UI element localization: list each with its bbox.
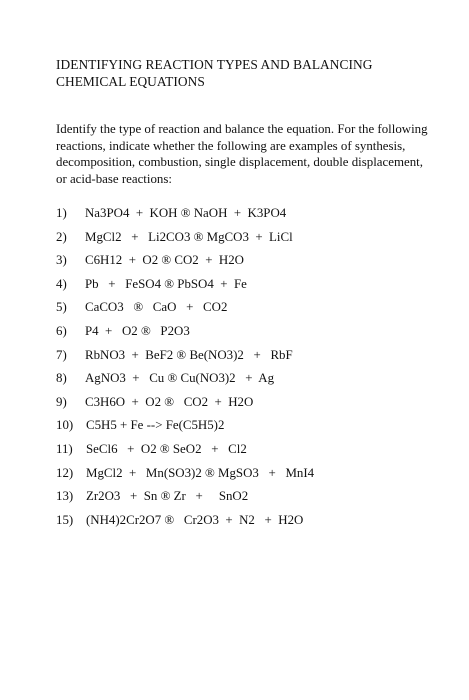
equation-text: C5H5 + Fe --> Fe(C5H5)2 [86,418,225,433]
equation-text: MgCl2 + Li2CO3 ® MgCO3 + LiCl [85,229,293,244]
equation-text: Na3PO4 + KOH ® NaOH + K3PO4 [85,206,287,220]
equation-number: 8) [56,371,67,386]
equation-text: C6H12 + O2 ® CO2 + H2O [85,253,244,268]
equation-number: 3) [56,253,67,268]
equation-row-1 [56,205,436,229]
equation-row-11 [56,441,436,465]
equation-row-8 [56,370,436,394]
instructions-paragraph: Identify the type of reaction and balance the equation. For the following reactions, indicate whether the following are examples of synthesis, decomposition, combustion, single displacement, double displacement, or acid-base reactions: [56,122,428,186]
equation-text: SeCl6 + O2 ® SeO2 + Cl2 [86,441,247,456]
equation-number: 12) [56,465,74,480]
equation-row-2 [56,229,436,253]
equation-row-6 [56,323,436,347]
equation-number: 5) [56,300,67,315]
equation-text: MgCl2 + Mn(SO3)2 ® MgSO3 + MnI4 [86,465,315,480]
title-line-2: CHEMICAL EQUATIONS [56,74,205,89]
equation-number: 10) [56,418,74,433]
equation-text: RbNO3 + BeF2 ® Be(NO3)2 + RbF [85,347,293,362]
equation-row-4 [56,276,436,300]
equation-row-10 [56,417,436,441]
equation-row-12 [56,465,436,489]
equation-number: 2) [56,229,67,244]
equation-text: CaCO3 ® CaO + CO2 [85,300,228,315]
equation-text: AgNO3 + Cu ® Cu(NO3)2 + Ag [85,371,275,386]
equation-text: Pb + FeSO4 ® PbSO4 + Fe [85,276,247,291]
equation-row-3 [56,252,436,276]
equation-number: 11) [56,441,73,456]
equation-text: P4 + O2 ® P2O3 [85,323,190,338]
equation-row-9 [56,394,436,418]
equation-row-5 [56,299,436,323]
equation-row-15 [56,512,436,536]
equation-text: C3H6O + O2 ® CO2 + H2O [85,394,254,409]
document-title [56,56,426,90]
equation-number: 15) [56,512,74,527]
equation-number: 6) [56,323,67,338]
equation-list [56,205,436,535]
equation-number: 7) [56,347,67,362]
equation-text: (NH4)2Cr2O7 ® Cr2O3 + N2 + H2O [86,512,304,527]
equation-row-7 [56,347,436,371]
equation-row-13 [56,488,436,512]
equation-number: 4) [56,276,67,291]
equation-text: Zr2O3 + Sn ® Zr + SnO2 [86,489,249,504]
equation-number: 13) [56,489,74,504]
equation-number: 1) [56,206,67,220]
equation-number: 9) [56,394,67,409]
title-line-1: IDENTIFYING REACTION TYPES AND BALANCING [56,57,373,72]
